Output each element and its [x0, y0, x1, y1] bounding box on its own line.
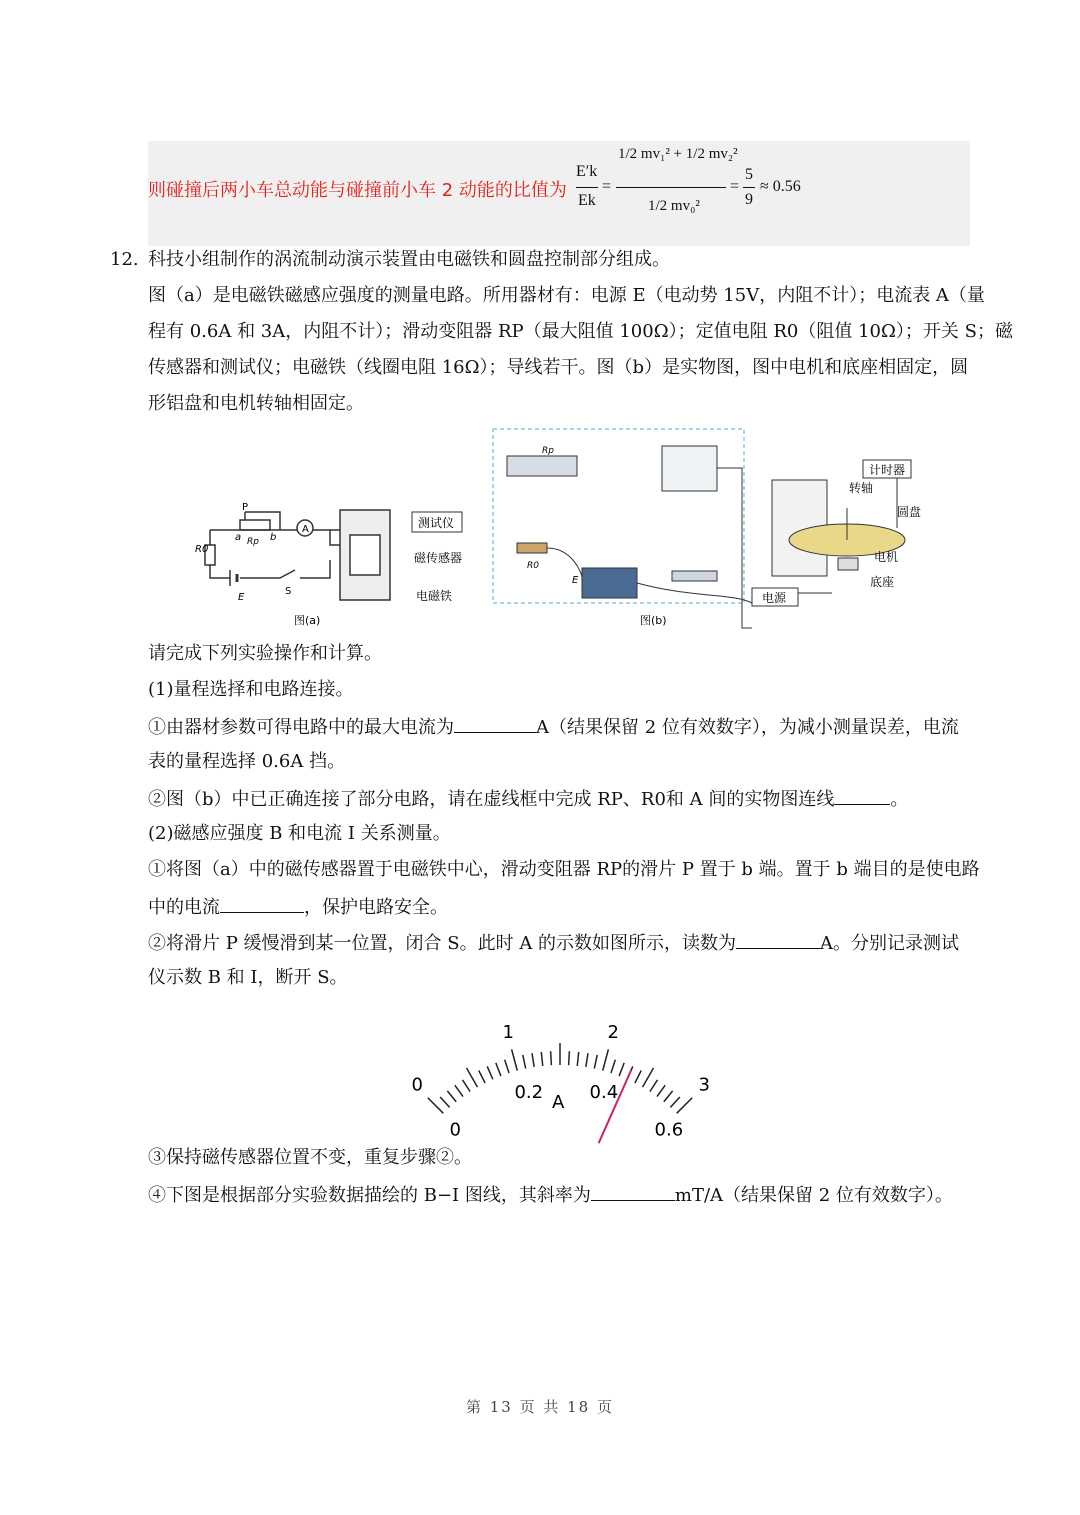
- answer-big-num: 1/2 mv₁² + 1/2 mv₂²: [618, 146, 738, 162]
- equals: =: [730, 178, 740, 195]
- scale-tick: [611, 1060, 615, 1073]
- question-p2: 程有 0.6A 和 3A，内阻不计）；滑动变阻器 RP（最大阻值 100Ω）；定值电阻 R0（阻值 10Ω）；开关 S；磁: [148, 321, 1013, 342]
- tasks-s2: (2)磁感应强度 B 和电流 I 关系测量。: [148, 823, 451, 844]
- svg-text:R0: R0: [195, 544, 209, 555]
- answer-lhs-den: Ek: [578, 192, 596, 209]
- label-sensor: 磁传感器: [414, 551, 463, 565]
- scale-tick: [551, 1051, 552, 1065]
- scale-tick: [479, 1071, 485, 1083]
- question-p4: 形铝盘和电机转轴相固定。: [148, 393, 364, 414]
- answer-blank[interactable]: [591, 1182, 675, 1201]
- scale-tick: [532, 1053, 534, 1067]
- outer-scale-label: 1: [502, 1021, 514, 1043]
- answer-blank[interactable]: [454, 714, 536, 733]
- svg-text:R0: R0: [527, 561, 539, 571]
- question-p3: 传感器和测试仪；电磁铁（线圈电阻 16Ω）；导线若干。图（b）是实物图，图中电机和底座相固定，圆: [148, 357, 969, 378]
- scale-tick: [569, 1051, 570, 1065]
- inner-scale-label: 0.2: [514, 1081, 544, 1103]
- scale-tick: [496, 1063, 501, 1076]
- answer-result: ≈ 0.56: [760, 178, 801, 195]
- scale-tick: [463, 1080, 471, 1092]
- answer-blank[interactable]: [834, 786, 890, 805]
- svg-text:S: S: [285, 586, 292, 597]
- scale-tick: [440, 1097, 449, 1107]
- figure-a-circuit: [190, 490, 480, 630]
- answer-blank[interactable]: [220, 894, 304, 913]
- label-timer: 计时器: [869, 463, 906, 477]
- ratio-den: 9: [745, 191, 753, 208]
- answer-text: 则碰撞后两小车总动能与碰撞前小车 2 动能的比值为: [148, 180, 567, 201]
- answer-big-den: 1/2 mv₀²: [648, 198, 700, 214]
- caption-b: 图(b): [640, 614, 667, 627]
- scale-tick: [586, 1053, 588, 1067]
- question-number: 12.: [110, 249, 139, 270]
- scale-tick: [455, 1085, 463, 1096]
- tasks-s2-q2c: 仪示数 B 和 I，断开 S。: [148, 967, 348, 988]
- label-base: 底座: [870, 575, 895, 589]
- scale-tick: [467, 1068, 478, 1087]
- tasks-s1: (1)量程选择和电路连接。: [148, 679, 354, 700]
- scale-tick: [677, 1098, 693, 1114]
- scale-tick: [512, 1049, 518, 1070]
- scale-tick: [619, 1063, 624, 1076]
- inner-scale-label: 0.4: [589, 1081, 619, 1103]
- tasks-s1-q1: ①由器材参数可得电路中的最大电流为 A（结果保留 2 位有效数字），为减小测量误差，电流: [148, 714, 959, 740]
- tasks-s1-q1c: 表的量程选择 0.6A 挡。: [148, 751, 346, 772]
- svg-text:E: E: [238, 592, 245, 603]
- answer-lhs-num: E′k: [576, 163, 598, 180]
- ammeter-dial: [411, 1000, 710, 1141]
- inner-scale-label: 0: [449, 1119, 461, 1141]
- tasks-s2-q1b: 中的电流 ，保护电路安全。: [148, 894, 448, 920]
- label-shaft: 转轴: [849, 481, 874, 495]
- frac-bar: [576, 187, 598, 188]
- svg-text:E: E: [572, 575, 579, 586]
- question-p1: 图（a）是电磁铁磁感应强度的测量电路。所用器材有：电源 E（电动势 15V，内阻不计）；电流表 A（量: [148, 285, 985, 306]
- scale-tick: [523, 1055, 526, 1069]
- scale-tick: [603, 1049, 609, 1070]
- svg-text:A: A: [302, 524, 309, 535]
- tasks-s1-q2: ②图（b）中已正确连接了部分电路，请在虚线框中完成 RP、R0和 A 间的实物图连线 。: [148, 786, 908, 812]
- svg-text:Rp: Rp: [247, 537, 259, 547]
- figure-b-apparatus: [492, 428, 942, 633]
- tasks-s2-q2: ②将滑片 P 缓慢滑到某一位置，闭合 S。此时 A 的示数如图所示，读数为 A。分别记录测试: [148, 930, 959, 956]
- outer-scale-label: 0: [411, 1074, 423, 1096]
- scale-tick: [487, 1066, 493, 1079]
- scale-tick: [577, 1052, 578, 1066]
- scale-tick: [505, 1060, 509, 1073]
- svg-text:P: P: [242, 502, 249, 513]
- svg-text:a: a: [235, 532, 242, 543]
- label-motor: 电机: [874, 550, 899, 564]
- equals: =: [602, 178, 612, 195]
- unit-label: A: [552, 1092, 565, 1113]
- ratio-num: 5: [745, 166, 753, 183]
- page-footer: 第 13 页 共 18 页: [465, 1398, 614, 1416]
- frac-bar: [743, 187, 755, 188]
- scale-tick: [643, 1068, 654, 1087]
- tasks-s2-q4: ④下图是根据部分实验数据描绘的 B−I 图线，其斜率为 mT/A（结果保留 2 位有效数字）。: [148, 1182, 953, 1208]
- tasks-s2-q1a: ①将图（a）中的磁传感器置于电磁铁中心，滑动变阻器 RP的滑片 P 置于 b 端。置于 b 端目的是使电路: [148, 859, 980, 880]
- scale-tick: [657, 1085, 665, 1096]
- tasks-s2-q3: ③保持磁传感器位置不变，重复步骤②。: [148, 1147, 472, 1168]
- outer-scale-label: 2: [607, 1021, 619, 1043]
- label-disc: 圆盘: [897, 505, 922, 519]
- caption-a: 图(a): [294, 614, 321, 627]
- scale-tick: [664, 1091, 673, 1102]
- scale-tick: [428, 1098, 444, 1114]
- scale-tick: [670, 1097, 679, 1107]
- label-tester: 测试仪: [418, 516, 455, 530]
- inner-scale-label: 0.6: [654, 1119, 684, 1141]
- svg-text:Rp: Rp: [542, 446, 554, 456]
- scale-tick: [594, 1055, 597, 1069]
- svg-text:b: b: [270, 532, 277, 543]
- label-magnet: 电磁铁: [416, 589, 453, 603]
- scale-tick: [650, 1080, 658, 1092]
- outer-scale-label: 3: [698, 1074, 710, 1096]
- scale-tick: [541, 1052, 542, 1066]
- scale-tick: [635, 1071, 641, 1083]
- answer-blank[interactable]: [736, 930, 820, 949]
- tasks-lead: 请完成下列实验操作和计算。: [148, 643, 382, 664]
- frac-bar: [616, 187, 726, 188]
- question-intro: 科技小组制作的涡流制动演示装置由电磁铁和圆盘控制部分组成。: [148, 249, 670, 270]
- label-power: 电源: [762, 591, 787, 605]
- scale-tick: [447, 1091, 456, 1102]
